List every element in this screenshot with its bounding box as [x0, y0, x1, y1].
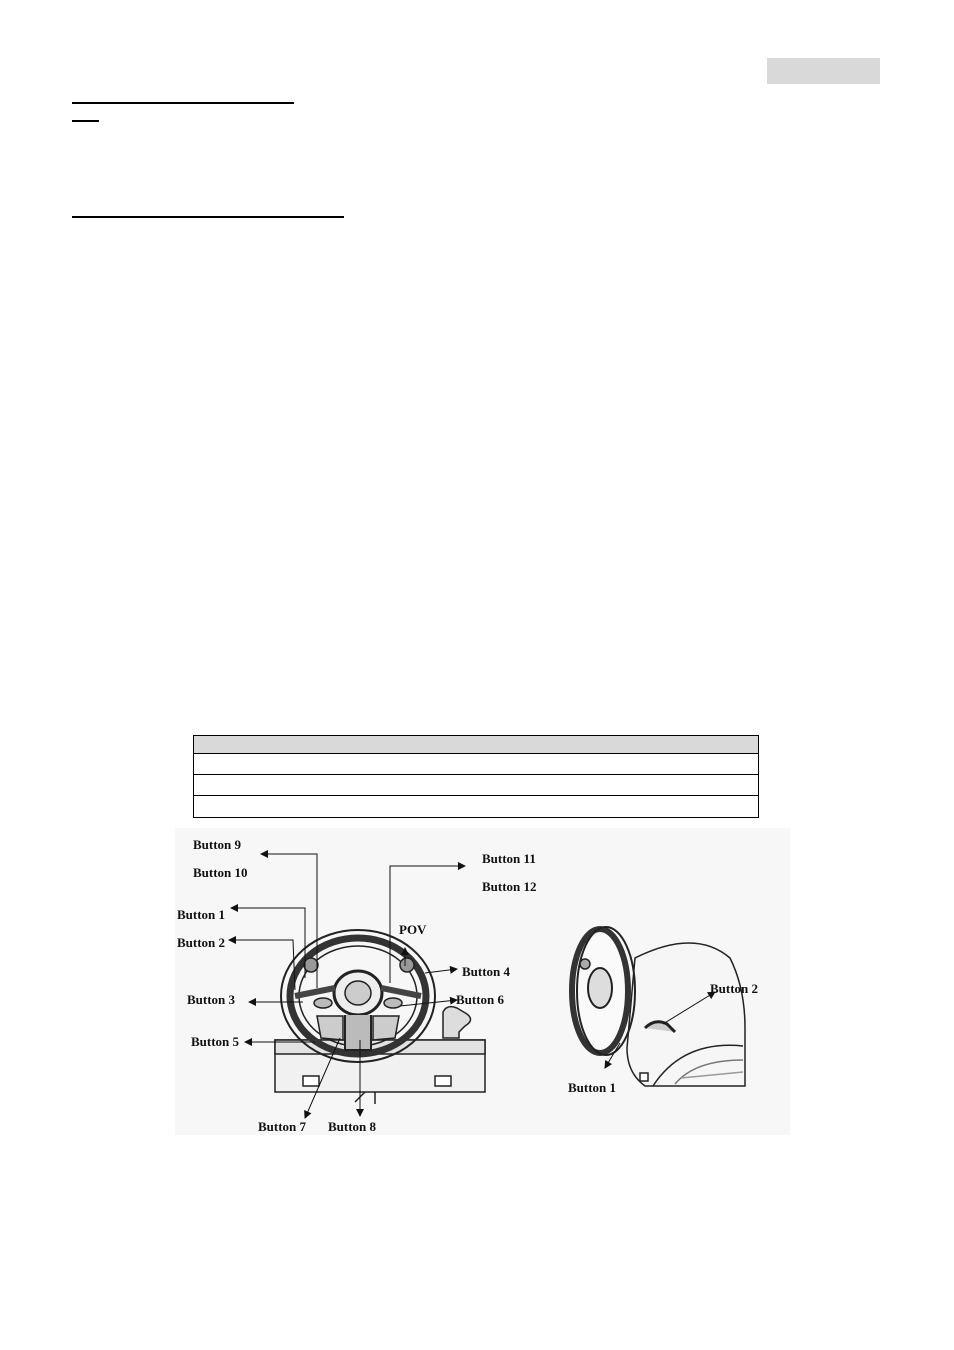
table-header [194, 736, 758, 754]
page-tab-marker [767, 58, 880, 84]
label-side-button-1: Button 1 [568, 1080, 617, 1095]
label-button-2: Button 2 [177, 935, 226, 950]
heading-underline-2 [72, 120, 99, 122]
label-pov: POV [399, 922, 427, 937]
label-button-8: Button 8 [328, 1119, 377, 1134]
heading-underline-1 [72, 102, 294, 104]
label-button-12: Button 12 [482, 879, 537, 894]
table-row [194, 796, 758, 818]
label-button-3: Button 3 [187, 992, 236, 1007]
label-button-10: Button 10 [193, 865, 248, 880]
button-table [193, 735, 759, 818]
label-button-6: Button 6 [456, 992, 505, 1007]
heading-underline-3 [72, 216, 344, 218]
steering-wheel-figure [175, 828, 790, 1135]
label-side-button-2: Button 2 [710, 981, 759, 996]
table-row [194, 754, 758, 775]
wheel-diagram [175, 828, 790, 1135]
label-button-11: Button 11 [482, 851, 536, 866]
table-row [194, 775, 758, 796]
label-button-5: Button 5 [191, 1034, 240, 1049]
label-button-4: Button 4 [462, 964, 511, 979]
side-view-wheel [572, 927, 745, 1086]
label-button-1: Button 1 [177, 907, 226, 922]
label-button-9: Button 9 [193, 837, 242, 852]
front-view-wheel [275, 930, 485, 1104]
label-button-7: Button 7 [258, 1119, 307, 1134]
